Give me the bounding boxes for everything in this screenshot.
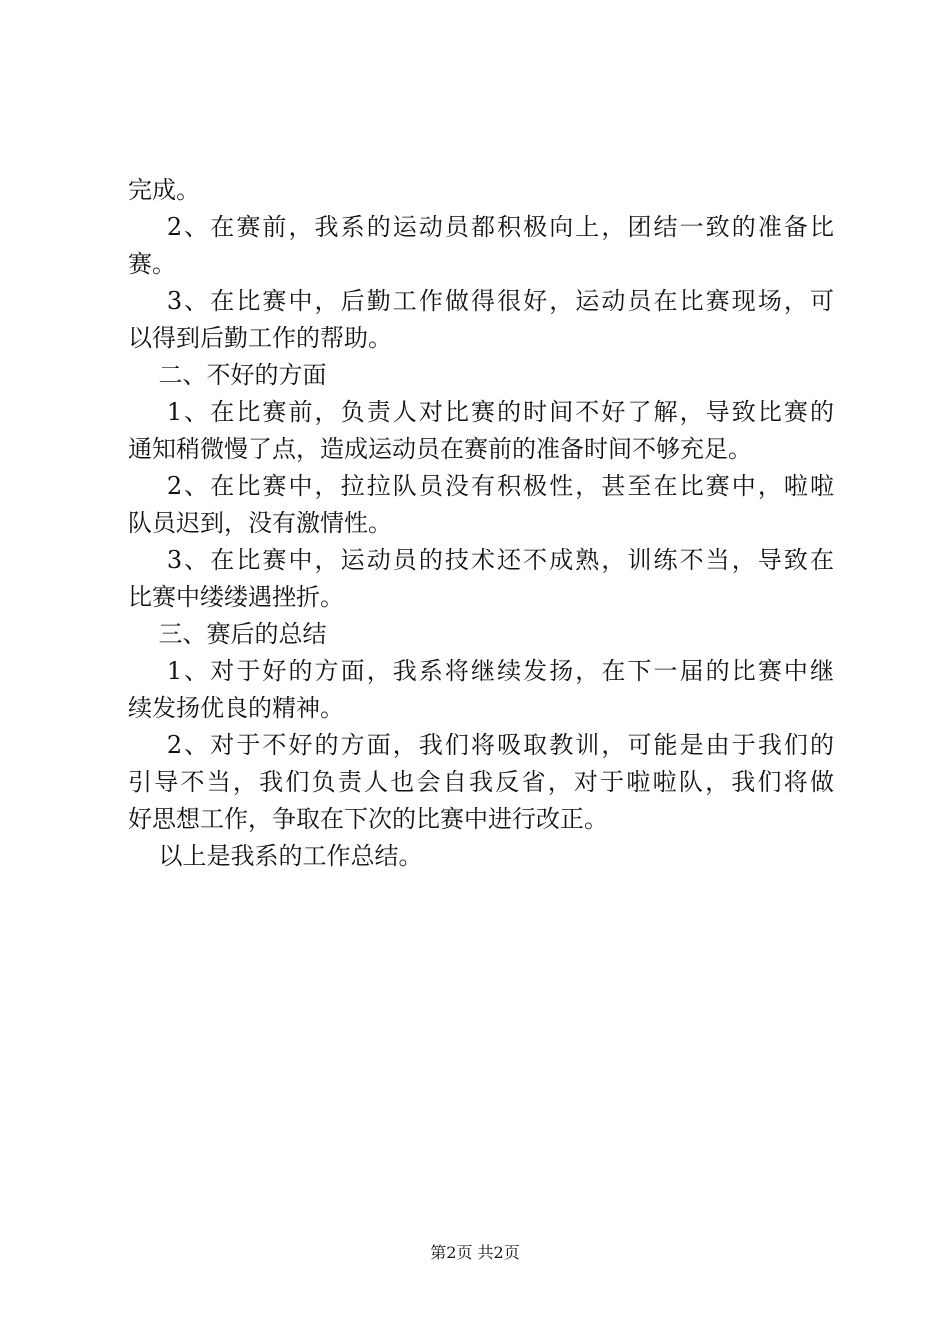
text-line: 2、在比赛中，拉拉队员没有积极性，甚至在比赛中，啦啦 xyxy=(128,472,834,500)
text-line: 二、不好的方面 xyxy=(128,361,327,389)
text-line: 以上是我系的工作总结。 xyxy=(128,842,423,870)
text-line: 队员迟到，没有激情性。 xyxy=(128,509,392,537)
text-line: 2、对于不好的方面，我们将吸取教训，可能是由于我们的 xyxy=(128,731,834,759)
text-line: 1、对于好的方面，我系将继续发扬，在下一届的比赛中继 xyxy=(128,657,834,685)
text-line: 以得到后勤工作的帮助。 xyxy=(128,324,392,352)
text-line: 3、在比赛中，运动员的技术还不成熟，训练不当，导致在 xyxy=(128,546,834,574)
text-line: 2、在赛前，我系的运动员都积极向上，团结一致的准备比 xyxy=(128,213,834,241)
text-line: 好思想工作，争取在下次的比赛中进行改正。 xyxy=(128,805,608,833)
text-line: 比赛中缕缕遇挫折。 xyxy=(128,583,344,611)
text-line: 赛。 xyxy=(128,250,176,278)
text-line: 1、在比赛前，负责人对比赛的时间不好了解，导致比赛的 xyxy=(128,398,834,426)
text-line: 续发扬优良的精神。 xyxy=(128,694,344,722)
text-line: 引导不当，我们负责人也会自我反省，对于啦啦队，我们将做 xyxy=(128,768,834,796)
text-line: 完成。 xyxy=(128,176,200,204)
text-line: 通知稍微慢了点，造成运动员在赛前的准备时间不够充足。 xyxy=(128,435,752,463)
text-line: 3、在比赛中，后勤工作做得很好，运动员在比赛现场，可 xyxy=(128,287,834,315)
page-footer: 第2页 共2页 xyxy=(430,1243,520,1262)
document-body xyxy=(128,172,834,875)
text-line: 三、赛后的总结 xyxy=(128,620,327,648)
